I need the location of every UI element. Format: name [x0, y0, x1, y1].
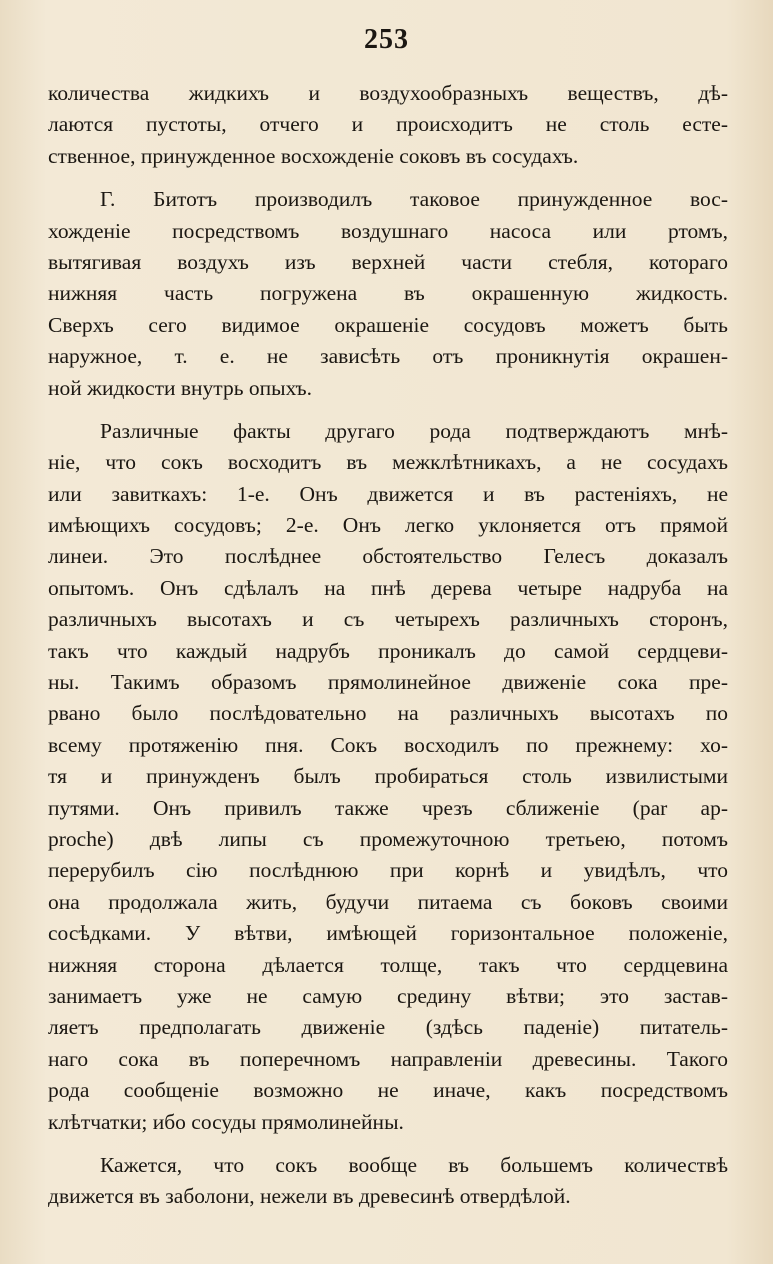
text-line: занимаетъ уже не самую средину вѣтви; это застав-: [48, 983, 728, 1008]
paragraph: [48, 416, 728, 1138]
text-line: ной жидкости внутрь опыхъ.: [48, 375, 313, 400]
text-line: ны. Такимъ образомъ прямолинейное движеніе сока пре-: [48, 670, 728, 695]
text-line: имѣющихъ сосудовъ; 2-е. Онъ легко уклоняется отъ прямой: [48, 513, 728, 538]
text-line: движется въ заболони, нежели въ древесинѣ отвердѣлой.: [48, 1184, 571, 1209]
text-line: Различные факты другаго рода подтверждаютъ мнѣ-: [100, 418, 728, 443]
text-line: Сверхъ сего видимое окрашеніе сосудовъ можетъ быть: [48, 312, 728, 337]
text-line: ственное, принужденное восхожденіе соковъ въ сосудахъ.: [48, 143, 579, 168]
text-line: наго сока въ поперечномъ направленіи древесины. Такого: [48, 1046, 728, 1071]
text-line: proche) двѣ липы съ промежуточною третьею, потомъ: [48, 826, 728, 851]
page-number: 253: [364, 24, 409, 55]
text-line: Кажется, что сокъ вообще въ большемъ количествѣ: [100, 1152, 728, 1177]
paragraph: [48, 78, 728, 172]
text-line: путями. Онъ привилъ также чрезъ сближеніе (par ap-: [48, 795, 728, 820]
text-line: она продолжала жить, будучи питаема съ боковъ своими: [48, 889, 728, 914]
paragraph: [48, 1150, 728, 1213]
text-line: различныхъ высотахъ и съ четырехъ различныхъ сторонъ,: [48, 607, 728, 632]
text-line: ніе, что сокъ восходитъ въ межклѣтникахъ, а не сосудахъ: [48, 450, 728, 475]
text-line: или завиткахъ: 1-е. Онъ движется и въ растеніяхъ, не: [48, 481, 728, 506]
text-line: нижняя часть погружена въ окрашенную жидкость.: [48, 281, 728, 306]
text-line: количества жидкихъ и воздухообразныхъ веществъ, дѣ-: [48, 81, 728, 105]
body-text: [48, 78, 728, 1225]
text-line: опытомъ. Онъ сдѣлалъ на пнѣ дерева четыре надруба на: [48, 575, 728, 600]
text-line: наружное, т. е. не зависѣть отъ проникнутія окрашен-: [48, 344, 728, 369]
text-line: такъ что каждый надрубъ проникалъ до самой сердцеви-: [48, 638, 728, 663]
text-line: всему протяженію пня. Сокъ восходилъ по прежнему: хо-: [48, 732, 728, 757]
text-line: сосѣдками. У вѣтви, имѣющей горизонтальное положеніе,: [48, 921, 728, 946]
text-line: линеи. Это послѣднее обстоятельство Гелесъ доказалъ: [48, 544, 728, 569]
text-line: хожденіе посредствомъ воздушнаго насоса или ртомъ,: [48, 218, 728, 243]
text-line: ляетъ предполагать движеніе (здѣсь паденіе) питатель-: [48, 1015, 728, 1040]
text-line: рвано было послѣдовательно на различныхъ высотахъ по: [48, 701, 728, 726]
text-line: перерубилъ сію послѣднюю при корнѣ и увидѣлъ, что: [48, 858, 728, 883]
text-line: рода сообщеніе возможно не иначе, какъ посредствомъ: [48, 1078, 728, 1103]
text-line: тя и принужденъ былъ пробираться столь извилистыми: [48, 764, 728, 789]
text-line: вытягивая воздухъ изъ верхней части стебля, котораго: [48, 249, 728, 274]
text-line: нижняя сторона дѣлается толще, такъ что сердцевина: [48, 952, 728, 977]
text-line: Г. Битотъ производилъ таковое принужденное вос-: [100, 187, 728, 212]
text-line: лаются пустоты, отчего и происходитъ не столь есте-: [48, 112, 728, 137]
paragraph: [48, 184, 728, 404]
text-line: клѣтчатки; ибо сосуды прямолинейны.: [48, 1109, 404, 1134]
